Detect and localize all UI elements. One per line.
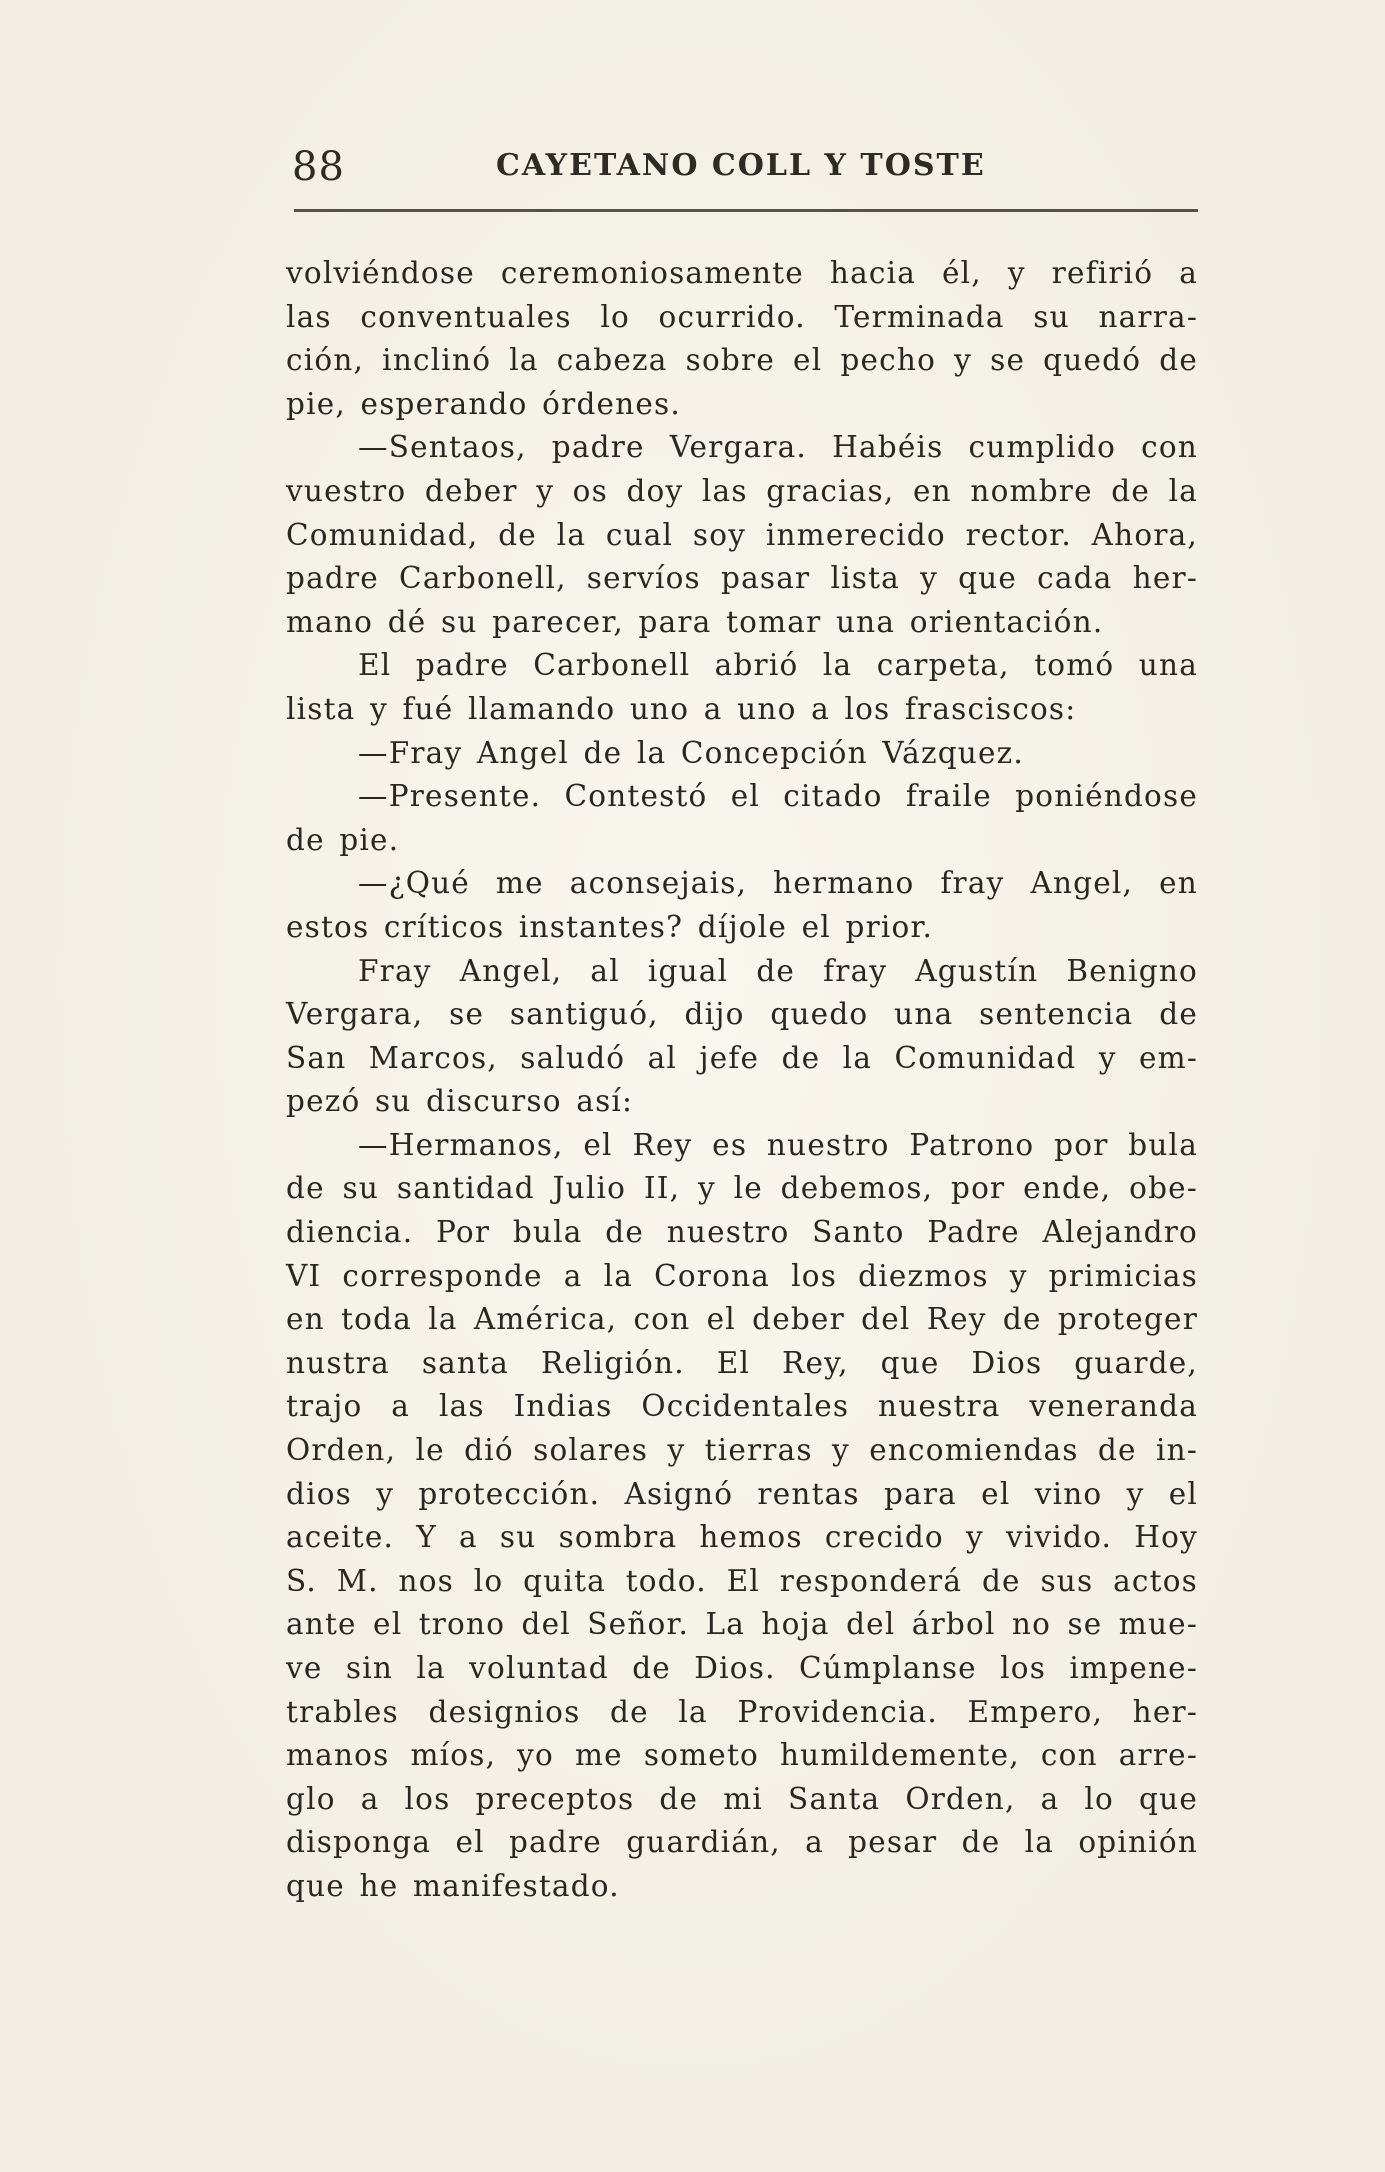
text-line: estos críticos instantes? díjole el prior. [286, 909, 934, 944]
text-line: ve sin la voluntad de Dios. Cúmplanse los impene- [286, 1651, 1198, 1685]
text-line: Vergara, se santiguó, dijo quedo una sentencia de [286, 997, 1198, 1032]
text-line: mano dé su parecer, para tomar una orientación. [286, 604, 1104, 639]
text-line: que he manifestado. [286, 1868, 620, 1903]
text-line: El padre Carbonell abrió la carpeta, tomó una [358, 648, 1198, 683]
page-number: 88 [292, 144, 345, 190]
text-line: las conventuales lo ocurrido. Terminada su narra- [286, 299, 1198, 334]
text-line: —Hermanos, el Rey es nuestro Patrono por bula [358, 1127, 1198, 1162]
running-head: CAYETANO COLL Y TOSTE [496, 148, 986, 183]
text-line: trajo a las Indias Occidentales nuestra veneranda [286, 1389, 1198, 1424]
text-line: VI corresponde a la Corona los diezmos y primicias [286, 1258, 1198, 1293]
header-rule [294, 209, 1198, 212]
body-text [286, 252, 1198, 1909]
text-line: nustra santa Religión. El Rey, que Dios guarde, [286, 1345, 1198, 1380]
text-line: manos míos, yo me someto humildemente, con arre- [286, 1738, 1198, 1773]
text-line: trables designios de la Providencia. Empero, her- [286, 1694, 1198, 1729]
text-line: pie, esperando órdenes. [286, 386, 681, 421]
text-line: —Sentaos, padre Vergara. Habéis cumplido con [358, 430, 1198, 465]
text-line: glo a los preceptos de mi Santa Orden, a lo que [286, 1781, 1198, 1816]
text-line: disponga el padre guardián, a pesar de la opinión [286, 1825, 1198, 1860]
text-line: San Marcos, saludó al jefe de la Comunidad y em- [286, 1040, 1198, 1075]
text-line: vuestro deber y os doy las gracias, en nombre de la [286, 473, 1198, 508]
text-line: de su santidad Julio II, y le debemos, por ende, obe- [286, 1171, 1198, 1206]
text-line: de pie. [286, 822, 400, 857]
text-line: —Presente. Contestó el citado fraile poniéndose [358, 779, 1198, 814]
text-line: Fray Angel, al igual de fray Agustín Benigno [358, 953, 1198, 988]
text-line: aceite. Y a su sombra hemos crecido y vivido. Hoy [286, 1520, 1198, 1555]
text-line: ción, inclinó la cabeza sobre el pecho y se quedó de [286, 343, 1198, 378]
text-line: dios y protección. Asignó rentas para el vino y el [286, 1476, 1198, 1511]
text-line: —Fray Angel de la Concepción Vázquez. [358, 735, 1024, 770]
text-line: diencia. Por bula de nuestro Santo Padre Alejandro [286, 1215, 1198, 1250]
page-header [292, 140, 1198, 200]
text-line: lista y fué llamando uno a uno a los frasciscos: [286, 691, 1077, 726]
text-line: padre Carbonell, servíos pasar lista y que cada her- [286, 561, 1198, 596]
text-line: en toda la América, con el deber del Rey de proteger [286, 1302, 1198, 1337]
text-line: Comunidad, de la cual soy inmerecido rector. Ahora, [286, 517, 1198, 552]
text-line: pezó su discurso así: [286, 1084, 634, 1119]
text-line: ante el trono del Señor. La hoja del árbol no se mue- [286, 1607, 1198, 1642]
text-line: S. M. nos lo quita todo. El responderá de sus actos [286, 1563, 1198, 1598]
text-line: —¿Qué me aconsejais, hermano fray Angel, en [358, 866, 1198, 901]
text-line: volviéndose ceremoniosamente hacia él, y refirió a [286, 256, 1198, 290]
text-line: Orden, le dió solares y tierras y encomiendas de in- [286, 1433, 1198, 1468]
